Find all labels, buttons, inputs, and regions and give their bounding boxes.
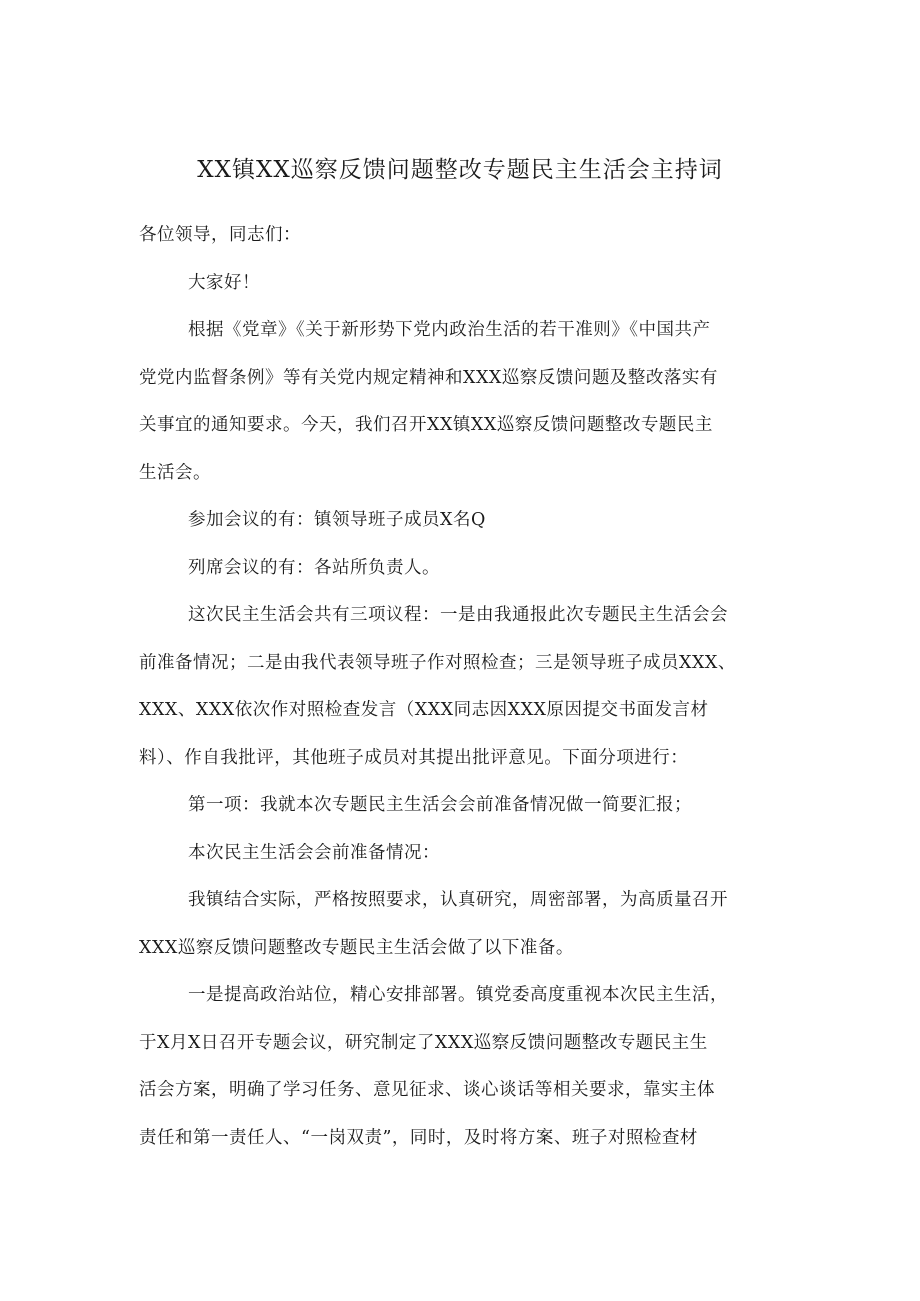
paragraph-line-first: 列席会议的有：各站所负责人。	[188, 557, 440, 578]
document-title: XX镇XX巡察反馈问题整改专题民主生活会主持词	[197, 157, 723, 183]
paragraph-line-first: 根据《党章》《关于新形势下党内政治生活的若干准则》《中国共产	[188, 320, 711, 340]
paragraph-line: XXX、XXX依次作对照检查发言（XXX同志因XXX原因提交书面发言材	[139, 700, 709, 720]
paragraph-line: 党党内监督条例》等有关党内规定精神和XXX巡察反馈问题及整改落实有	[139, 367, 718, 388]
paragraph-line-first: 一是提高政治站位，精心安排部署。镇党委高度重视本次民主生活，	[188, 985, 728, 1005]
paragraph-line: XXX巡察反馈问题整改专题民主生活会做了以下准备。	[139, 937, 574, 958]
paragraph-line-first: 各位领导，同志们：	[139, 225, 301, 245]
paragraph-line: 责任和第一责任人、“一岗双责”，同时，及时将方案、班子对照检查材	[139, 1127, 698, 1148]
paragraph-line: 前准备情况；二是由我代表领导班子作对照检查；三是领导班子成员XXX、	[139, 652, 736, 673]
paragraph-line-first: 参加会议的有：镇领导班子成员X名Q	[188, 510, 486, 530]
paragraph-line-first: 第一项：我就本次专题民主生活会会前准备情况做一简要汇报；	[188, 795, 692, 815]
paragraph-line-first: 本次民主生活会会前准备情况：	[188, 842, 440, 863]
paragraph-line: 生活会。	[139, 462, 211, 483]
paragraph-line-first: 大家好！	[188, 272, 260, 293]
paragraph-line: 料）、作自我批评，其他班子成员对其提出批评意见。下面分项进行：	[139, 747, 689, 768]
paragraph-line-first: 这次民主生活会共有三项议程：一是由我通报此次专题民主生活会会	[188, 605, 728, 625]
paragraph-line: 活会方案，明确了学习任务、意见征求、谈心谈话等相关要求，靠实主体	[139, 1080, 715, 1100]
paragraph-line: 于X月X日召开专题会议，研究制定了XXX巡察反馈问题整改专题民主生	[139, 1032, 708, 1053]
paragraph-line-first: 我镇结合实际，严格按照要求，认真研究，周密部署，为高质量召开	[188, 890, 728, 910]
paragraph-line: 关事宜的通知要求。今天，我们召开XX镇XX巡察反馈问题整改专题民主	[139, 415, 713, 435]
document-body	[139, 212, 787, 1162]
